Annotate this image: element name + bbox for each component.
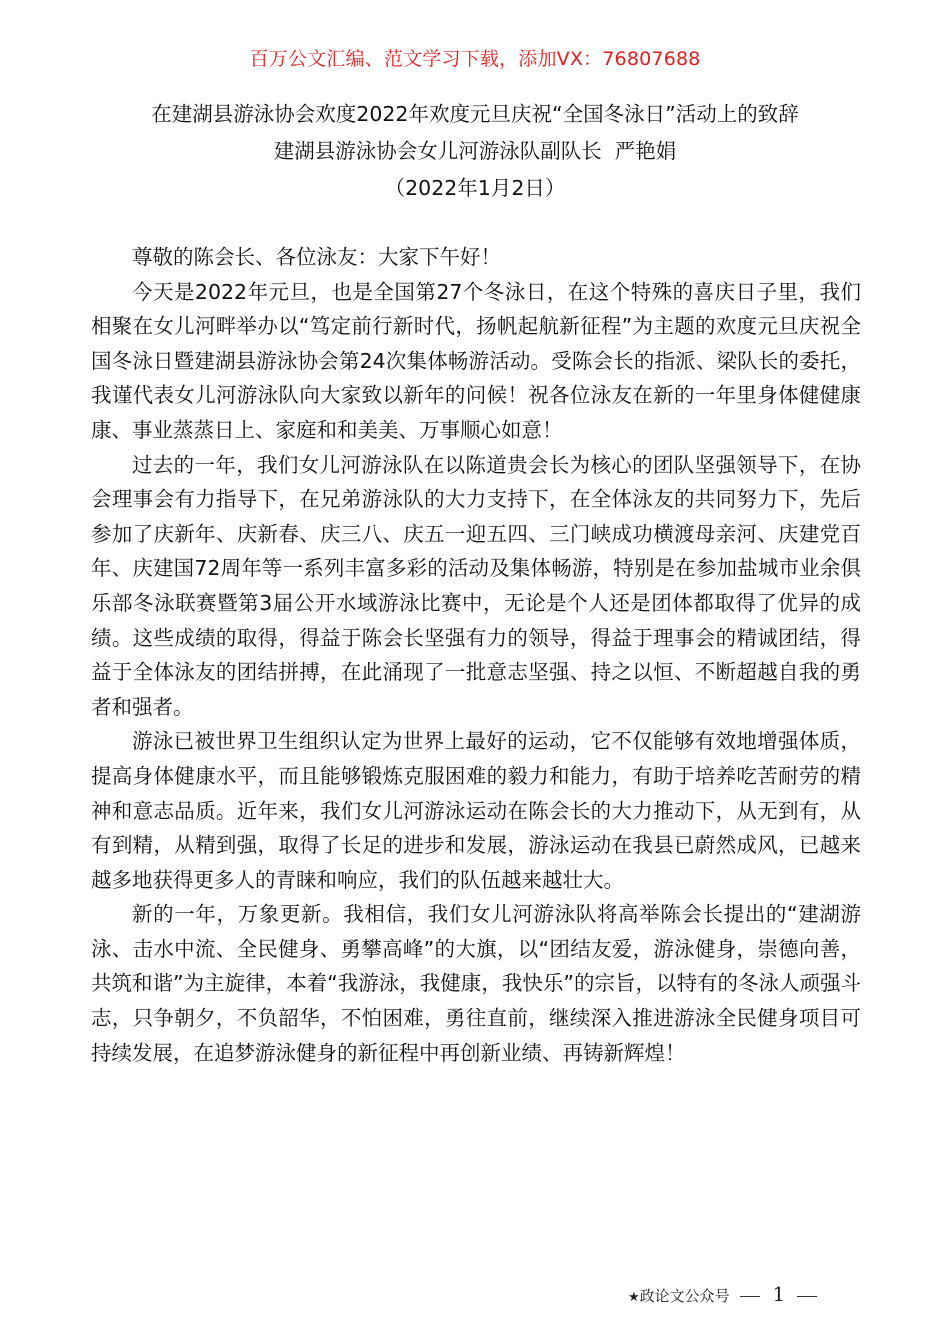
date-line: （2022年1月2日） [384,176,566,200]
document-heading [0,96,950,207]
document-body [91,240,861,1070]
footer-source: 政论文公众号 [639,1287,730,1305]
paragraph: 今天是2022年元旦，也是全国第27个冬泳日，在这个特殊的喜庆日子里，我们相聚在女儿河畔举办以“笃定前行新时代，扬帆起航新征程”为主题的欢度元旦庆祝全国冬泳日暨建湖县游泳协会第24次集体畅游活动。受陈会长的指派、梁队长的委托，我谨代表女儿河游泳队向大家致以新年的问候！祝各位泳友在新的一年里身体健健康康、事业蒸蒸日上、家庭和和美美、万事顺心如意！ [91,279,861,442]
paragraph-greeting: 尊敬的陈会长、各位泳友：大家下午好！ [132,245,501,269]
promo-banner: 百万公文汇编、范文学习下载，添加VX：76807688 [249,48,701,70]
page-number: 1 [772,1282,786,1306]
star-icon: ★ [628,1290,640,1305]
author-line: 建湖县游泳协会女儿河游泳队副队长 严艳娟 [273,139,677,163]
document-title: 在建湖县游泳协会欢度2022年欢度元旦庆祝“全国冬泳日”活动上的致辞 [151,102,799,126]
paragraph: 过去的一年，我们女儿河游泳队在以陈道贵会长为核心的团队坚强领导下，在协会理事会有力指导下，在兄弟游泳队的大力支持下，在全体泳友的共同努力下，先后参加了庆新年、庆新春、庆三八、庆五一迎五四、三门峡成功横渡母亲河、庆建党百年、庆建国72周年等一系列丰富多彩的活动及集体畅游，特别是在参加盐城市业余俱乐部冬泳联赛暨第3届公开水域游泳比赛中，无论是个人还是团体都取得了优异的成绩。这些成绩的取得，得益于陈会长坚强有力的领导，得益于理事会的精诚团结，得益于全体泳友的团结拼搏，在此涌现了一批意志坚强、持之以恒、不断超越自我的勇者和强者。 [91,452,861,719]
dash-left [740,1296,760,1297]
paragraph: 游泳已被世界卫生组织认定为世界上最好的运动，它不仅能够有效地增强体质，提高身体健康水平，而且能够锻炼克服困难的毅力和能力，有助于培养吃苦耐劳的精神和意志品质。近年来，我们女儿河游泳运动在陈会长的大力推动下，从无到有，从有到精，从精到强，取得了长足的进步和发展，游泳运动在我县已蔚然成风，已越来越多地获得更多人的青睐和响应，我们的队伍越来越壮大。 [91,729,861,892]
paragraph: 新的一年，万象更新。我相信，我们女儿河游泳队将高举陈会长提出的“建湖游泳、击水中流、全民健身、勇攀高峰”的大旗，以“团结友爱，游泳健身，崇德向善，共筑和谐”为主旋律，本着“我游泳，我健康，我快乐”的宗旨，以特有的冬泳人顽强斗志，只争朝夕，不负韶华，不怕困难，勇往直前，继续深入推进游泳全民健身项目可持续发展，在追梦游泳健身的新征程中再创新业绩、再铸新辉煌！ [91,902,861,1065]
page-footer [628,1282,823,1310]
dash-right [797,1296,817,1297]
